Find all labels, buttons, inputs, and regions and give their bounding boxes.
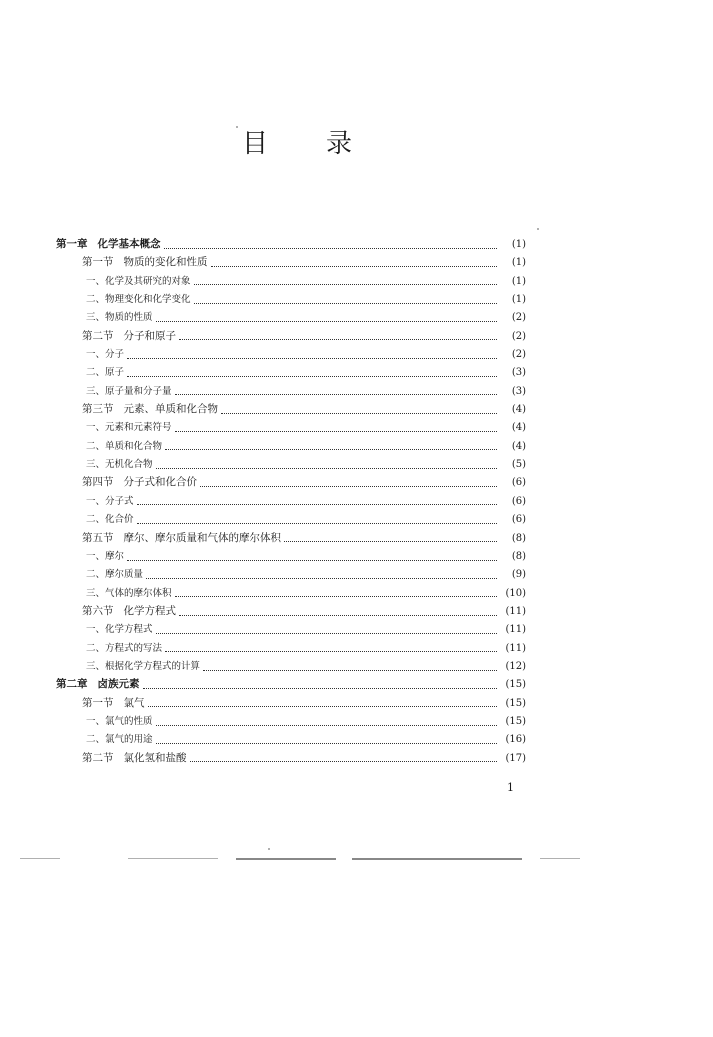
toc-entry-title: 分子式和化合价 [123,476,197,489]
toc-section-row [56,254,526,272]
toc-page-number: (5) [511,459,526,471]
toc-leader-dots [127,376,497,377]
toc-item-row [56,291,526,309]
toc-entry-title: 一、分子式 [86,495,134,507]
toc-page-number: (9) [511,569,526,581]
toc-page-number: (4) [511,404,526,416]
page-title [242,124,352,158]
toc-entry-number: 第二章 [56,678,88,691]
toc-entry-title: 三、原子量和分子量 [86,385,172,397]
toc-leader-dots [127,358,497,359]
toc-page-number: (11) [505,642,526,654]
toc-page-number: (8) [511,550,526,562]
toc-entry-title: 三、无机化合物 [86,459,153,471]
toc-leader-dots [203,670,497,671]
toc-leader-dots [175,394,497,395]
toc-item-row [56,273,526,291]
toc-leader-dots [190,761,498,762]
toc-leader-dots [165,449,497,450]
toc-entry-title: 氯气 [123,696,145,709]
toc-item-row [56,346,526,364]
toc-item-row [56,566,526,584]
toc-page-number: (6) [511,477,526,489]
toc-section-row [56,401,526,419]
toc-page-number: (6) [511,514,526,526]
toc-page-number: (2) [511,330,526,342]
toc-entry-title: 二、单质和化合物 [86,440,163,452]
scan-artifact-line [540,858,580,859]
toc-section-row [56,474,526,492]
toc-leader-dots [127,560,497,561]
toc-entry-title: 一、化学及其研究的对象 [86,275,191,287]
toc-entry-number: 第六节 [82,604,114,617]
toc-page-number: (17) [505,752,526,764]
toc-page-number: (2) [511,349,526,361]
toc-item-row [56,493,526,511]
scan-speck [236,126,238,128]
toc-entry-title: 二、化合价 [86,514,134,526]
toc-entry-number: 第一节 [82,696,114,709]
toc-page-number: (1) [511,294,526,306]
toc-item-row [56,383,526,401]
toc-page-number: (6) [511,495,526,507]
toc-entry-number: 第四节 [82,476,114,489]
toc-leader-dots [148,706,498,707]
toc-entry-title: 一、分子 [86,349,125,361]
table-of-contents [56,236,526,768]
toc-entry-number: 第一章 [56,238,88,250]
toc-entry-title: 物质的变化和性质 [123,256,208,269]
toc-entry-title: 一、氯气的性质 [86,715,153,727]
toc-entry-title: 氯化氢和盐酸 [123,751,187,764]
toc-page-number: (12) [505,660,526,672]
toc-leader-dots [284,541,497,542]
title-char-2: 录 [325,128,352,159]
toc-section-row [56,603,526,621]
toc-item-row [56,364,526,382]
toc-chapter-row [56,236,526,254]
toc-item-row [56,621,526,639]
toc-item-row [56,511,526,529]
toc-leader-dots [179,615,497,616]
toc-leader-dots [211,266,498,267]
toc-entry-number: 第二节 [82,751,114,764]
toc-entry-number: 第一节 [82,256,114,269]
toc-entry-title: 元素、单质和化合物 [123,403,218,416]
scan-artifact-line [236,858,336,860]
toc-page-number: (1) [511,239,526,250]
toc-leader-dots [156,743,497,744]
toc-leader-dots [156,725,497,726]
toc-leader-dots [165,651,497,652]
scan-artifact-line [352,858,522,860]
toc-item-row [56,658,526,676]
scan-artifact-line [128,858,218,859]
toc-section-row [56,695,526,713]
toc-page-number: (11) [505,624,526,636]
toc-entry-title: 二、物理变化和化学变化 [86,294,191,306]
toc-entry-number: 第五节 [82,531,114,544]
toc-entry-title: 化学方程式 [123,604,176,617]
toc-page-number: (15) [505,715,526,727]
toc-page-number: (3) [511,367,526,379]
toc-entry-title: 化学基本概念 [97,238,161,250]
toc-page-number: (15) [505,697,526,709]
toc-leader-dots [156,321,497,322]
page-number: 1 [507,781,514,794]
toc-page-number: (8) [511,532,526,544]
toc-item-row [56,548,526,566]
toc-leader-dots [200,486,497,487]
toc-page-number: (3) [511,385,526,397]
toc-page-number: (4) [511,440,526,452]
toc-item-row [56,640,526,658]
scan-artifact-line [20,858,60,859]
toc-entry-title: 三、物质的性质 [86,312,153,324]
toc-page-number: (4) [511,422,526,434]
toc-entry-title: 一、化学方程式 [86,624,153,636]
toc-leader-dots [179,339,497,340]
toc-leader-dots [146,578,497,579]
toc-page-number: (11) [505,605,526,617]
toc-leader-dots [221,413,497,414]
toc-entry-title: 一、摩尔 [86,550,125,562]
scan-speck [537,228,539,230]
toc-entry-title: 二、摩尔质量 [86,569,144,581]
toc-item-row [56,585,526,603]
toc-item-row [56,438,526,456]
toc-item-row [56,309,526,327]
toc-leader-dots [156,468,497,469]
toc-entry-title: 摩尔、摩尔质量和气体的摩尔体积 [123,531,281,544]
toc-leader-dots [194,284,497,285]
toc-entry-number: 第二节 [82,329,114,342]
toc-leader-dots [194,303,497,304]
toc-section-row [56,530,526,548]
toc-section-row [56,750,526,768]
toc-entry-title: 三、气体的摩尔体积 [86,587,172,599]
toc-entry-title: 二、方程式的写法 [86,642,163,654]
toc-entry-title: 二、氯气的用途 [86,734,153,746]
toc-leader-dots [164,248,498,249]
toc-leader-dots [143,688,498,689]
toc-leader-dots [137,504,497,505]
toc-entry-number: 第三节 [82,403,114,416]
title-char-1: 目 [242,128,269,159]
scan-speck [268,848,270,850]
toc-entry-title: 二、原子 [86,367,125,379]
toc-page-number: (16) [505,734,526,746]
toc-item-row [56,419,526,437]
toc-item-row [56,731,526,749]
toc-leader-dots [175,596,497,597]
toc-entry-title: 一、元素和元素符号 [86,422,172,434]
toc-page-number: (1) [511,275,526,287]
toc-leader-dots [175,431,497,432]
toc-section-row [56,328,526,346]
toc-page-number: (10) [505,587,526,599]
toc-page-number: (1) [511,257,526,269]
toc-item-row [56,713,526,731]
toc-leader-dots [156,633,497,634]
toc-entry-title: 分子和原子 [123,329,176,342]
toc-chapter-row [56,676,526,694]
toc-page-number: (15) [505,679,526,691]
toc-item-row [56,456,526,474]
toc-page-number: (2) [511,312,526,324]
toc-entry-title: 三、根据化学方程式的计算 [86,660,201,672]
toc-leader-dots [137,523,497,524]
toc-entry-title: 卤族元素 [97,678,140,691]
